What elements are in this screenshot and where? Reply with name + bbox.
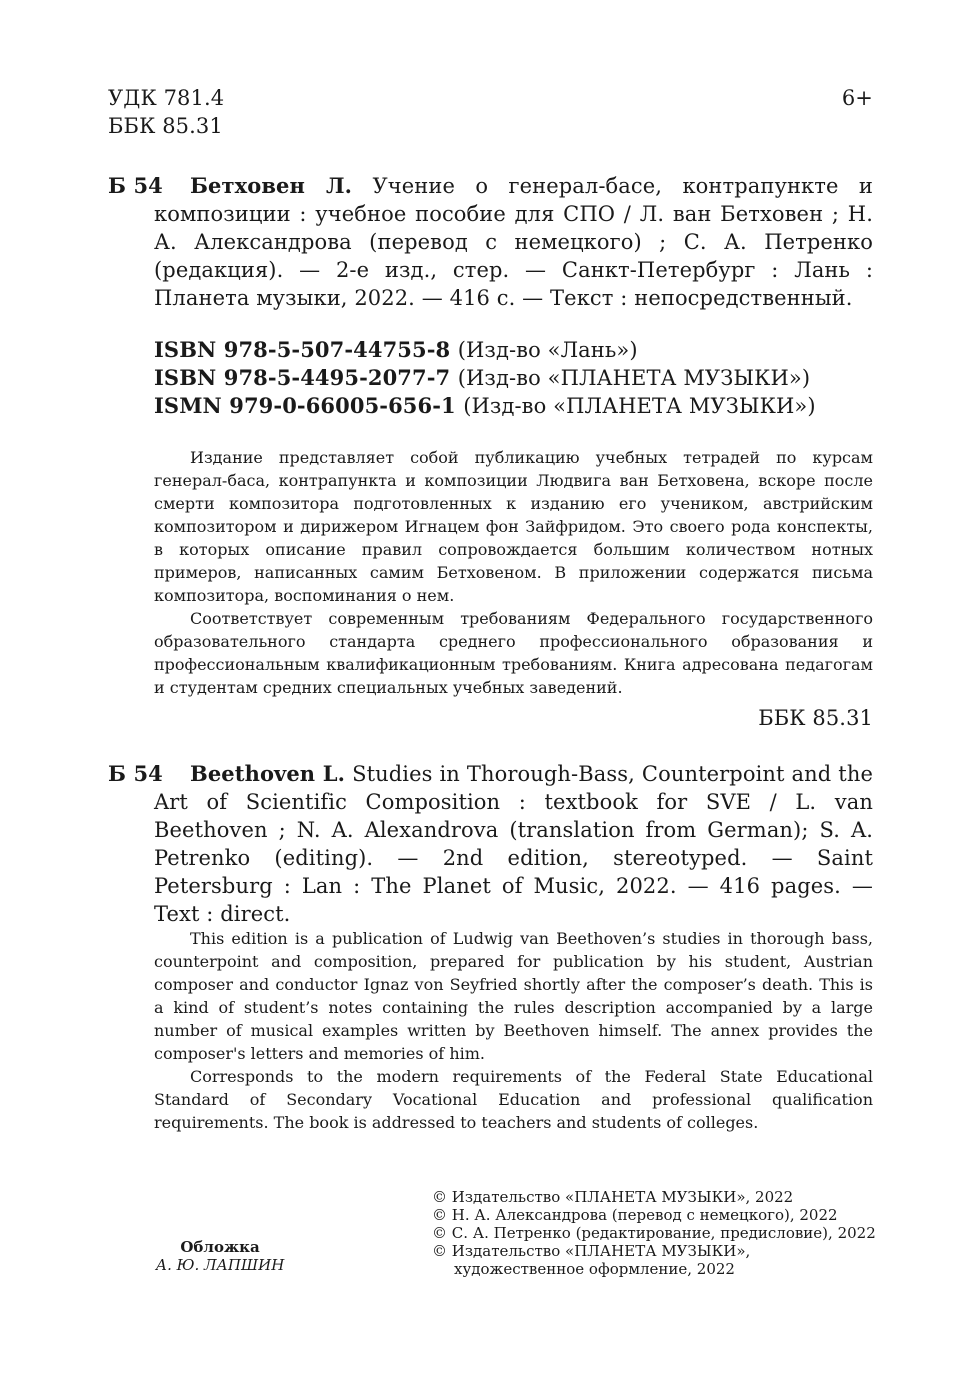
isbn-line — [154, 392, 816, 420]
catalog-record-en — [154, 760, 873, 928]
isbn-list — [154, 336, 816, 420]
annotation-ru-paragraph-1: Издание представляет собой публикацию учебных тетрадей по курсам генерал-баса, контрапункта и композиции Людвига ван Бетховена, вскоре после смерти композитора подготовленных к изданию его учеником, австрийским композитором и дирижером Игнацем фон Зайфридом. Это своего рода конспекты, в которых описание правил сопровождается большим количеством нотных примеров, написанных самим Бетховеном. В приложении содержатся письма композитора, воспоминания о нем. — [154, 448, 873, 605]
isbn-line — [154, 336, 816, 364]
isbn-publisher: (Изд-во «ПЛАНЕТА МУЗЫКИ») — [457, 366, 811, 390]
isbn-publisher: (Изд-во «ПЛАНЕТА МУЗЫКИ») — [463, 394, 816, 418]
copyright-line: © Издательство «ПЛАНЕТА МУЗЫКИ», — [432, 1242, 751, 1260]
catalog-author-en: Beethoven L. — [190, 761, 346, 786]
catalog-author-ru: Бетховен Л. — [190, 173, 353, 198]
copyright-notices — [432, 1188, 892, 1278]
annotation-ru-paragraph-2: Соответствует современным требованиям Федерального государственного образовательного стандарта среднего профессионального образования и профессиональным квалификационным требованиям. Книга адресована педагогам и студентам средних специальных учебных заведений. — [154, 609, 873, 697]
cover-credit — [140, 1238, 300, 1274]
copyright-line: © Н. А. Александрова (перевод с немецкого), 2022 — [432, 1206, 838, 1224]
annotation-en-paragraph-2: Corresponds to the modern requirements of the Federal State Educational Standard of Secondary Vocational Education and professional qualification requirements. The book is addressed to teachers and students of colleges. — [154, 1067, 873, 1132]
cover-artist: А. Ю. ЛАПШИН — [155, 1256, 285, 1274]
classification-codes — [108, 84, 224, 140]
catalog-record-ru — [154, 172, 873, 312]
annotation-en — [154, 927, 873, 1134]
annotation-en-paragraph-1: This edition is a publication of Ludwig van Beethoven’s studies in thorough bass, counterpoint and composition, prepared for publication by his student, Austrian composer and conductor Ignaz von Seyfried shortly after the composer’s death. This is a kind of student’s notes containing the rules description accompanied by a large number of musical examples written by Beethoven himself. The annex provides the composer's letters and memories of him. — [154, 929, 873, 1063]
catalog-text-ru: Учение о генерал-басе, контрапункте и композиции : учебное пособие для СПО / Л. ван Бетховен ; Н. А. Александрова (перевод с немецкого) ; С. А. Петренко (редакция). — 2-е изд., стер. — Санкт-Петербург : Лань : Планета музыки, 2022. — 416 с. — Текст : непосредственный. — [154, 174, 873, 310]
copyright-line: © С. А. Петренко (редактирование, предисловие), 2022 — [432, 1224, 876, 1242]
catalog-text-en: Studies in Thorough-Bass, Counterpoint and the Art of Scientific Composition : textbook for SVE / L. van Beethoven ; N. A. Alexandrova (translation from German); S. A. Petrenko (editing). — 2nd edition, stereotyped. — Saint Petersburg : Lan : The Planet of Music, 2022. — 416 pages. — Text : direct. — [154, 762, 873, 926]
catalog-code-ru: Б 54 — [108, 173, 163, 198]
bbk-code-right: ББК 85.31 — [758, 706, 873, 730]
cover-label: Обложка — [180, 1238, 260, 1256]
copyright-line: © Издательство «ПЛАНЕТА МУЗЫКИ», 2022 — [432, 1188, 794, 1206]
annotation-ru — [154, 446, 873, 699]
copyright-line-continuation: художественное оформление, 2022 — [454, 1260, 735, 1278]
isbn-publisher: (Изд-во «Лань») — [457, 338, 638, 362]
isbn-code: ISBN 978-5-4495-2077-7 — [154, 365, 451, 390]
age-rating: 6+ — [841, 86, 873, 110]
ismn-code: ISMN 979-0-66005-656-1 — [154, 393, 456, 418]
udk-code: УДК 781.4 — [108, 86, 225, 110]
isbn-line — [154, 364, 816, 392]
isbn-code: ISBN 978-5-507-44755-8 — [154, 337, 451, 362]
bbk-code: ББК 85.31 — [108, 114, 223, 138]
catalog-code-en: Б 54 — [108, 761, 163, 786]
